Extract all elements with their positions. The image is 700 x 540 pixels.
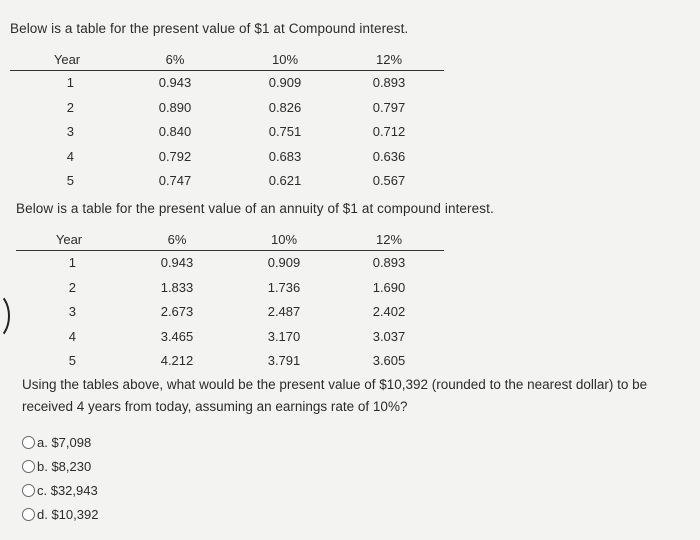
option-a[interactable] (22, 430, 98, 454)
question-text: Using the tables above, what would be the present value of $10,392 (rounded to the nearest dollar) to be received 4 years from today, assuming an earnings rate of 10%? (22, 377, 648, 414)
radio-button[interactable] (22, 436, 35, 449)
value-cell: 0.636 (372, 148, 406, 164)
radio-button[interactable] (22, 484, 35, 497)
value-cell: 3.465 (160, 328, 194, 344)
year-cell: 2 (66, 99, 74, 115)
value-cell: 0.683 (268, 148, 302, 164)
value-cell: 0.893 (372, 75, 406, 90)
table-row (16, 300, 444, 325)
value-cell: 0.893 (372, 255, 406, 270)
table2-title: Below is a table for the present value of an annuity of $1 at compound interest. (16, 201, 494, 216)
year-cell: 1 (66, 75, 74, 90)
value-cell: 4.212 (160, 353, 194, 368)
header-year: Year (55, 232, 83, 247)
table1-title: Below is a table for the present value of $1 at Compound interest. (10, 21, 409, 36)
bracket-decoration (0, 292, 10, 340)
option-b[interactable] (22, 454, 98, 478)
option-c[interactable] (22, 478, 98, 502)
table-row (10, 120, 444, 145)
table-row (10, 96, 444, 121)
header-6pct: 6% (165, 52, 185, 67)
year-cell: 5 (66, 173, 74, 188)
year-cell: 1 (68, 255, 76, 270)
value-cell: 0.751 (268, 124, 302, 139)
value-cell: 0.826 (268, 99, 302, 115)
table-row (10, 169, 444, 194)
value-cell: 2.487 (267, 304, 301, 319)
table-row (16, 251, 444, 276)
value-cell: 2.402 (372, 304, 406, 319)
table-row (16, 276, 444, 301)
value-cell: 0.943 (160, 255, 194, 270)
value-cell: 0.567 (372, 173, 406, 188)
year-cell: 3 (66, 124, 74, 139)
value-cell: 3.037 (372, 328, 406, 344)
answer-options (22, 430, 98, 526)
value-cell: 2.673 (160, 304, 194, 319)
value-cell: 1.736 (267, 279, 301, 295)
pv-annuity-table (16, 228, 444, 374)
table-row (16, 325, 444, 350)
value-cell: 0.747 (158, 173, 192, 188)
value-cell: 3.791 (267, 353, 301, 368)
option-label: c. $32,943 (37, 482, 98, 498)
year-cell: 4 (66, 148, 74, 164)
value-cell: 0.909 (268, 75, 302, 90)
option-label: a. $7,098 (37, 434, 92, 450)
year-cell: 4 (68, 328, 76, 344)
value-cell: 1.833 (160, 279, 194, 295)
value-cell: 0.943 (158, 75, 192, 90)
value-cell: 0.890 (158, 99, 192, 115)
value-cell: 3.605 (372, 353, 406, 368)
value-cell: 0.712 (372, 124, 406, 139)
value-cell: 0.909 (267, 255, 301, 270)
table-row (10, 71, 444, 96)
value-cell: 0.621 (268, 173, 302, 188)
header-12pct: 12% (375, 52, 403, 67)
table-row (10, 145, 444, 170)
header-12pct: 12% (375, 232, 403, 247)
value-cell: 0.840 (158, 124, 192, 139)
value-cell: 3.170 (267, 328, 301, 344)
option-label: b. $8,230 (37, 458, 92, 474)
header-10pct: 10% (271, 52, 299, 67)
header-year: Year (53, 52, 81, 67)
table-row (16, 349, 444, 374)
table-header-row (10, 48, 444, 71)
header-6pct: 6% (167, 232, 187, 247)
year-cell: 5 (68, 353, 76, 368)
value-cell: 1.690 (372, 279, 406, 295)
radio-button[interactable] (22, 460, 35, 473)
header-10pct: 10% (270, 232, 298, 247)
value-cell: 0.792 (158, 148, 192, 164)
year-cell: 3 (68, 304, 76, 319)
pv-compound-table (10, 48, 444, 194)
option-label: d. $10,392 (37, 506, 99, 522)
radio-button[interactable] (22, 508, 35, 521)
value-cell: 0.797 (372, 99, 406, 115)
year-cell: 2 (68, 279, 76, 295)
option-d[interactable] (22, 502, 98, 526)
table-header-row (16, 228, 444, 251)
